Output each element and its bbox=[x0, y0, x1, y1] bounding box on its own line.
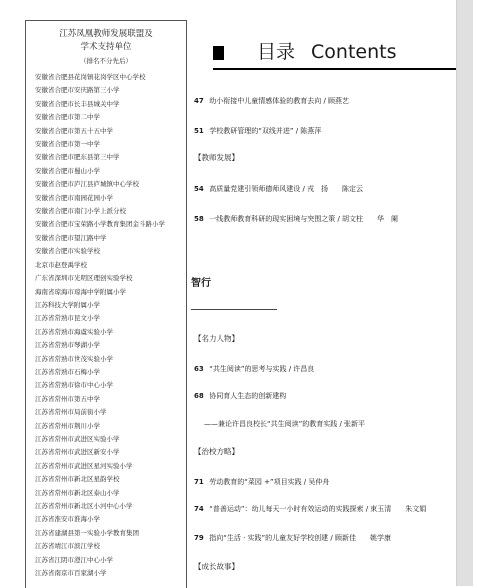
support-unit-item: 江苏省南京市百家湖小学 bbox=[35, 569, 107, 578]
part-rule bbox=[191, 309, 277, 310]
toc-page-number: 68 bbox=[194, 392, 204, 400]
part-heading-zhixing: 智行 bbox=[191, 278, 211, 289]
sidebar-note: （排名不分先后） bbox=[80, 57, 132, 65]
toc-page-number: 54 bbox=[194, 185, 204, 193]
contents-header bbox=[213, 36, 456, 70]
support-unit-item: 安徽省合肥市安庆路第三小学 bbox=[35, 86, 120, 95]
support-unit-item: 江苏省常州市武进区实验小学 bbox=[35, 434, 120, 443]
toc-entry-47[interactable] bbox=[194, 95, 349, 107]
support-unit-item: 江苏科技大学附属小学 bbox=[35, 300, 100, 309]
toc-entry-68-subtitle: ——兼论许昌良校长“共生阅读”的教育实践 / 张新平 bbox=[204, 420, 366, 428]
support-unit-item: 江苏省建湖县第一实验小学教育集团 bbox=[35, 528, 139, 537]
page-edge-bar bbox=[456, 0, 473, 586]
toc-entry-text: 一线教师教育科研的现实困境与突围之策 / 胡文柱 华 阑 bbox=[209, 215, 399, 223]
section-famous-people: 【名力人物】 bbox=[194, 334, 239, 343]
support-unit-item: 江苏省常州市新北区小河中心小学 bbox=[35, 502, 133, 510]
support-unit-item: 安徽省合肥市庐江县庐城镇中心学校 bbox=[35, 180, 139, 189]
support-unit-item: 江苏省江阴市澄江中心小学 bbox=[35, 555, 113, 564]
toc-entry-text: “共生阅读”的思考与实践 / 许昌良 bbox=[209, 365, 315, 373]
sidebar-title-line2: 学术支持单位 bbox=[80, 42, 132, 52]
toc-page-number: 79 bbox=[194, 534, 204, 542]
support-unit-item: 江苏省常熟市海虞实验小学 bbox=[35, 327, 113, 336]
toc-entry-68[interactable] bbox=[194, 390, 286, 402]
header-rule bbox=[213, 68, 456, 70]
support-unit-item: 安徽省合肥市实验学校 bbox=[35, 247, 100, 256]
page-title bbox=[257, 38, 396, 66]
toc-entry-79[interactable] bbox=[194, 532, 391, 544]
support-unit-item: 安徽省合肥市蜀山小学 bbox=[35, 166, 100, 175]
support-unit-item: 安徽省合肥市南门小学上派分校 bbox=[35, 207, 126, 216]
support-unit-item: 安徽省合肥市第五十五中学 bbox=[35, 126, 113, 135]
support-unit-item: 江苏省常州市武进区新安小学 bbox=[35, 448, 120, 457]
toc-entry-text: 幼小衔接中儿童情感体验的教育去向 / 顾燕艺 bbox=[209, 97, 350, 105]
support-unit-item: 安徽省合肥市肥东县第三中学 bbox=[35, 153, 120, 162]
support-unit-item: 北京市赵登禹学校 bbox=[35, 260, 87, 269]
toc-page-number: 58 bbox=[194, 215, 204, 223]
toc-entry-text: “普善运动”：幼儿每天一小时有效运动的实践探索 / 束玉清 朱文娟 bbox=[209, 505, 427, 513]
toc-entry-51[interactable] bbox=[194, 125, 321, 137]
toc-entry-text: 指向“生活 · 实践”的儿童友好学校创建 / 顾新佳 姚学康 bbox=[209, 534, 391, 542]
toc-page-number: 63 bbox=[194, 365, 204, 373]
support-unit-item: 安徽省合肥市长丰县城关中学 bbox=[35, 99, 120, 108]
section-teacher-development: 【教师发展】 bbox=[194, 153, 239, 162]
support-unit-item: 安徽省合肥市望江路中学 bbox=[35, 233, 107, 242]
support-unit-item: 江苏省靖江市滨江学校 bbox=[35, 542, 100, 551]
section-school-strategy: 【治校方略】 bbox=[194, 447, 239, 456]
sidebar-title-line1: 江苏凤凰教师发展联盟及 bbox=[59, 29, 153, 39]
header-accent-bar bbox=[213, 46, 224, 60]
section-growth-story: 【成长故事】 bbox=[194, 562, 239, 571]
support-unit-item: 江苏省常熟市石梅小学 bbox=[35, 367, 100, 376]
toc-entry-text: 学校教研管理的“双线并进” / 陈燕萍 bbox=[209, 127, 322, 135]
toc-entry-text: 协同育人生态的创新建构 bbox=[209, 392, 287, 400]
support-unit-item: 江苏省常州市新北区星韵学校 bbox=[35, 475, 120, 484]
title-cn: 目录 bbox=[257, 41, 296, 63]
support-units-list bbox=[35, 71, 186, 580]
support-unit-item: 江苏省常州市新北区泰山小学 bbox=[35, 488, 120, 497]
toc-entry-71[interactable] bbox=[194, 476, 329, 488]
support-unit-item: 江苏省淮安市淮海小学 bbox=[35, 515, 100, 524]
toc-page-number: 51 bbox=[194, 127, 204, 135]
support-unit-item: 广东省深圳市光明区理创实验学校 bbox=[35, 274, 133, 283]
support-unit-item: 江苏省常州市荆川小学 bbox=[35, 421, 100, 430]
toc-page-number: 71 bbox=[194, 478, 204, 486]
toc-entry-text: 高质量党建引领师德师风建设 / 戎 扬 陈定云 bbox=[209, 185, 364, 193]
support-unit-item: 江苏省常熟市琴湖小学 bbox=[35, 341, 100, 350]
toc-entry-54[interactable] bbox=[194, 183, 363, 195]
support-unit-item: 江苏省常熟市徐市中心小学 bbox=[35, 381, 113, 390]
title-en: Contents bbox=[311, 41, 397, 63]
toc-entry-text: 劳动教育的“菜园 +”项目实践 / 吴仲舟 bbox=[209, 478, 330, 486]
toc-entry-63[interactable] bbox=[194, 363, 314, 375]
toc-entry-58[interactable] bbox=[194, 213, 398, 225]
toc-entry-74[interactable] bbox=[194, 503, 426, 515]
support-units-sidebar bbox=[25, 20, 187, 588]
support-unit-item: 江苏省常熟市昆文小学 bbox=[35, 314, 100, 323]
support-unit-item: 江苏省常熟市世茂实验小学 bbox=[35, 354, 113, 363]
support-unit-item: 江苏省常州市第五中学 bbox=[35, 394, 100, 403]
support-unit-item: 江苏省常州市武进区星河实验小学 bbox=[35, 461, 133, 470]
support-unit-item: 江苏省常州市局前街小学 bbox=[35, 408, 107, 417]
support-unit-item: 安徽省合肥市第一中学 bbox=[35, 140, 100, 149]
support-unit-item: 安徽省合肥市南园花园小学 bbox=[35, 193, 113, 202]
toc-page-number: 47 bbox=[194, 97, 204, 105]
support-unit-item: 安徽省合肥市第二中学 bbox=[35, 113, 100, 122]
support-unit-item: 海南省琼海市琼海中学附属小学 bbox=[35, 287, 126, 296]
support-unit-item: 安徽省合肥市宝荣路小学教育集团金斗路小学 bbox=[35, 220, 165, 229]
support-unit-item: 安徽省合肥县花岗镇花岗学区中心学校 bbox=[35, 73, 146, 81]
toc-page-number: 74 bbox=[194, 505, 204, 513]
